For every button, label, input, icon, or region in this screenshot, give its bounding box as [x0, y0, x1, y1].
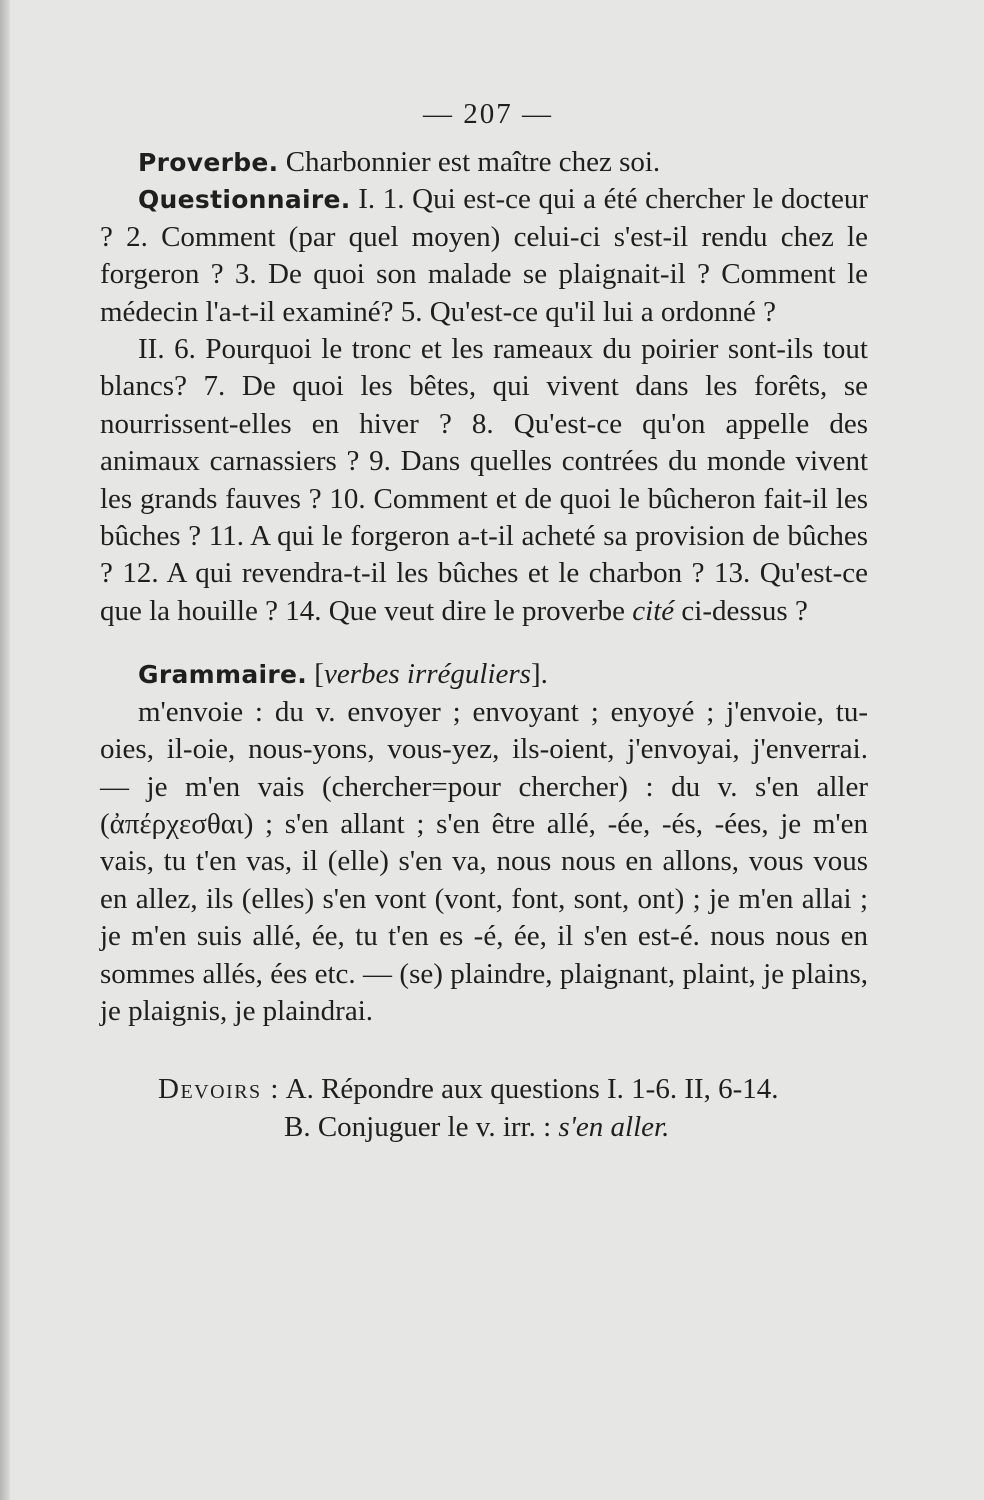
devoirs-line-b-italic: s'en aller.	[558, 1111, 670, 1144]
questionnaire-part1-text: I. 1. Qui est-ce qui a été chercher le docteur ? 2. Comment (par quel moyen) celui-ci s'est-il rendu chez le forgeron ? 3. De quoi son malade se plaignait-il ? Comment le médecin l'a-t-il examiné? 5. Qu'est-ce qu'il lui a ordonné ?	[100, 183, 868, 328]
grammaire-subtitle: verbes irréguliers	[323, 658, 531, 691]
devoirs-line-a-text: A. Répondre aux questions I. 1-6. II, 6-14.	[285, 1073, 779, 1106]
grammaire-paragraph: m'envoie : du v. envoyer ; envoyant ; enyoyé ; j'envoie, tu-oies, il-oie, nous-yons, vous-yez, ils-oient, j'envoyai, j'enverrai. — je m'en vais (chercher=pour chercher) : du v. s'en aller (ἀπέρχεσθαι) ; s'en allant ; s'en être allé, -ée, -és, -ées, je m'en vais, tu t'en vas, il (elle) s'en va, nous nous en allons, vous vous en allez, ils (elles) s'en vont (vont, font, sont, ont) ; je m'en allai ; je m'en suis allé, ée, tu t'en es -é, ée, il s'en est-é. nous nous en sommes allés, ées etc. — (se) plaindre, plaignant, plaint, je plains, je plaignis, je plaindrai.	[100, 695, 868, 1027]
page-left-edge	[0, 0, 10, 1500]
proverbe-label: Proverbe.	[138, 148, 279, 177]
proverbe-paragraph	[100, 144, 868, 181]
grammaire-bracket-open: [	[314, 658, 324, 691]
questionnaire-label: Questionnaire.	[138, 185, 351, 215]
questionnaire-part2-end: ci-dessus ?	[681, 594, 808, 627]
page-number: — 207 —	[423, 98, 553, 130]
proverbe-text: Charbonnier est maître chez soi.	[285, 146, 661, 178]
questionnaire-part2	[100, 331, 868, 630]
grammaire-heading	[100, 656, 868, 693]
text-column	[100, 90, 868, 1146]
questionnaire-part2-text: II. 6. Pourquoi le tronc et les rameaux du poirier sont-ils tout blancs? 7. De quoi les bêtes, qui vivent dans les forêts, se nourrissent-elles en hiver ? 8. Qu'est-ce qu'on appelle des animaux carnassiers ? 9. Dans quelles contrées du monde vivent les grands fauves ? 10. Comment et de quoi le bûcheron fait-il les bûches ? 11. A qui le forgeron a-t-il acheté sa provision de bûches ? 12. A qui revendra-t-il les bûches et le charbon ? 13. Qu'est-ce que la houille ? 14. Que veut dire le proverbe	[100, 333, 868, 627]
grammaire-label: Grammaire.	[138, 660, 308, 690]
devoirs-label: Devoirs :	[158, 1073, 280, 1106]
devoirs-line-b	[100, 1108, 868, 1146]
devoirs-line-b-text: B. Conjuguer le v. irr. :	[284, 1111, 552, 1144]
devoirs-block	[100, 1070, 868, 1146]
questionnaire-part2-italic: cité	[632, 594, 675, 627]
questionnaire-part1	[100, 181, 868, 331]
devoirs-line-a	[100, 1070, 868, 1108]
grammaire-bracket-close: ].	[530, 658, 548, 691]
